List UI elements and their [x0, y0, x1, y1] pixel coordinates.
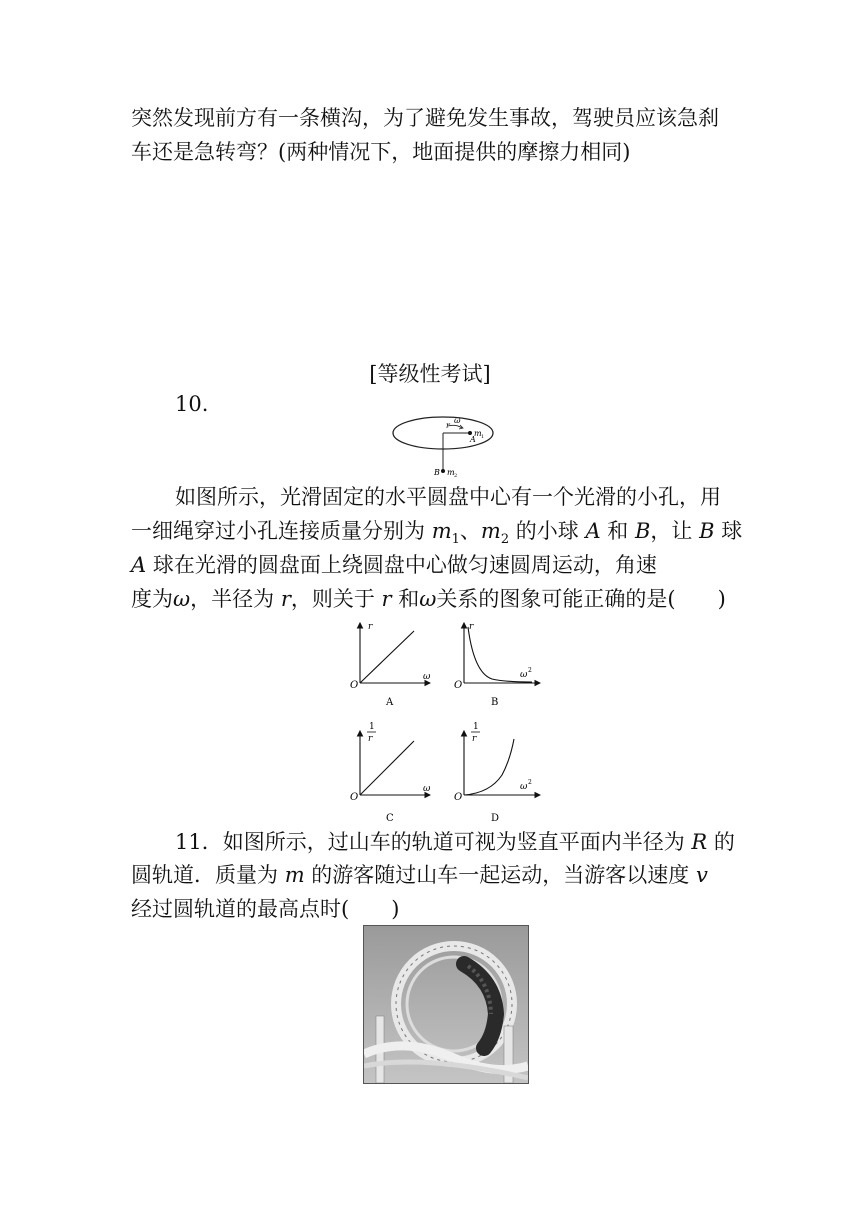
omega-arrow — [448, 425, 462, 428]
q11-line-3: 经过圆轨道的最高点时( ) — [131, 897, 400, 921]
graph-D-y-num: 1 — [473, 722, 479, 732]
omega-label: ω — [454, 416, 461, 425]
graph-C-label: C — [386, 813, 394, 824]
graph-A-y-label: r — [368, 622, 373, 632]
graph-D-curve — [464, 739, 514, 795]
graph-C-x-label: ω — [423, 784, 431, 794]
graph-B-y-label: r — [469, 622, 474, 632]
graph-A-label: A — [386, 697, 394, 708]
ball-B — [441, 469, 445, 473]
mass-2-label: m — [447, 468, 455, 477]
q10-line-4: 度为ω，半径为 r，则关于 r 和ω关系的图象可能正确的是( ) — [131, 587, 726, 611]
ball-B-label: B — [434, 468, 440, 477]
disk-figure — [390, 412, 502, 480]
q10-line-2: 一细绳穿过小孔连接质量分别为 $m_1$、$m_2$ 的小球 A 和 B，让 B 球 — [131, 519, 743, 548]
intro-line-2: 车还是急转弯？(两种情况下，地面提供的摩擦力相同) — [131, 140, 631, 164]
intro-line-1: 突然发现前方有一条横沟，为了避免发生事故，驾驶员应该急刹 — [131, 106, 719, 130]
graph-B — [454, 622, 540, 708]
graph-A-curve — [360, 631, 414, 683]
graph-D — [454, 722, 540, 824]
section-title: [等级性考试] — [369, 362, 491, 386]
graph-D-origin: O — [454, 792, 463, 803]
mass-2-sub: 2 — [454, 473, 458, 479]
graph-C-origin: O — [350, 792, 359, 803]
q11-line-2: 圆轨道．质量为 m 的游客随过山车一起运动，当游客以速度 v — [131, 863, 708, 887]
graph-B-x-label: ω — [520, 670, 528, 680]
graph-C-curve — [360, 741, 414, 795]
question-10-number: 10. — [175, 392, 209, 416]
graph-C-y-den: r — [368, 734, 373, 744]
q10-line-1: 如图所示，光滑固定的水平圆盘中心有一个光滑的小孔，用 — [175, 485, 721, 509]
graph-B-x-sup: 2 — [528, 667, 532, 674]
graph-D-x-sup: 2 — [528, 779, 532, 786]
graph-B-origin: O — [454, 680, 463, 691]
graph-A-x-label: ω — [423, 672, 431, 682]
graph-B-label: B — [491, 697, 499, 708]
q10-line-3: A 球在光滑的圆盘面上绕圆盘中心做匀速圆周运动，角速 — [131, 553, 657, 577]
radius-label: r — [446, 421, 450, 430]
graph-A-origin: O — [350, 680, 359, 691]
mass-1-label: m — [474, 429, 482, 438]
graph-A — [350, 622, 431, 708]
ball-A-label: A — [470, 435, 476, 444]
graph-D-x-label: ω — [520, 782, 528, 792]
graph-D-label: D — [491, 813, 500, 824]
q11-line-1: 11．如图所示，过山车的轨道可视为竖直平面内半径为 R 的 — [175, 830, 735, 854]
graph-C-y-num: 1 — [369, 722, 375, 732]
option-graphs — [340, 615, 560, 825]
mass-1-sub: 1 — [481, 434, 485, 440]
graph-C — [350, 722, 431, 824]
roller-coaster-photo — [363, 925, 529, 1084]
graph-D-y-den: r — [472, 734, 477, 744]
